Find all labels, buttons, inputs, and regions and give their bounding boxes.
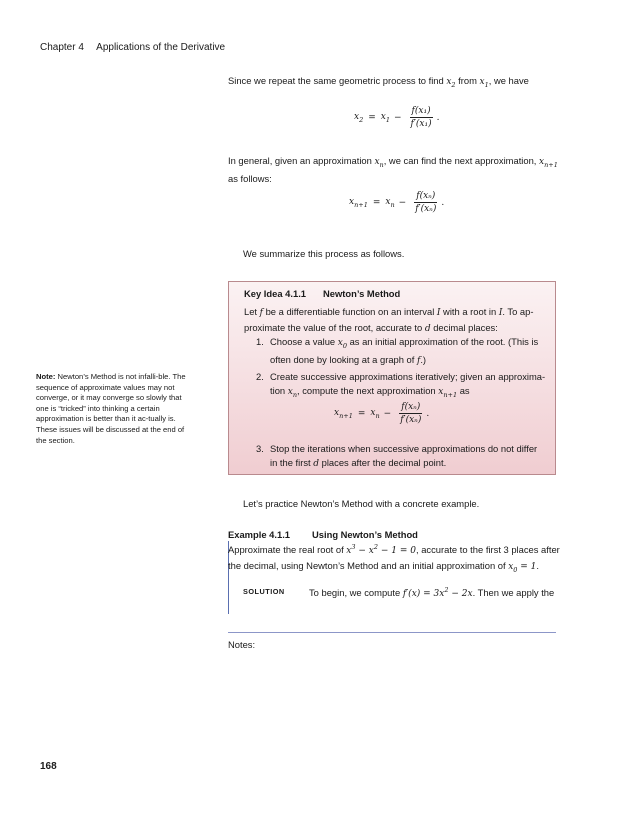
step-number-1: 1. bbox=[256, 336, 264, 347]
step-1: Choose a value $x_0$ as an initial approximation of the root. (This is often done by looking at a graph of f.) bbox=[270, 336, 539, 367]
example-label: Example 4.1.1 bbox=[228, 529, 291, 540]
step-3: Stop the iterations when successive approximations do not differ in the first d places after the decimal point. bbox=[270, 443, 538, 469]
key-idea-label: Key Idea 4.1.1 bbox=[244, 288, 307, 299]
running-header bbox=[40, 42, 225, 53]
key-idea-intro: Let f be a differentiable function on an interval I with a root in I. To ap- proximate the value of the root, accurate to d decimal places: bbox=[244, 306, 534, 334]
margin-note-text: Newton’s Method is not infalli-ble. The sequence of approximate values may not converge, or it may converge so slowly that one is “tricked” into thinking a certain approximation is better than it ac-tually is. These issues will be discussed at the end of the section. bbox=[36, 372, 186, 445]
practice-text: Let’s practice Newton’s Method with a concrete example. bbox=[243, 498, 480, 509]
solution-text: To begin, we compute $f'(x) = 3x^2 - 2x$. Then we apply the bbox=[309, 586, 555, 599]
equation-xn1: $x_{n+1}$ = $x_n$ − $\frac{\text{f(xₙ)}}{\text{f′(xₙ)}}$ . bbox=[349, 191, 445, 214]
step-2: Create successive approximations iteratively; given an approxima- tion $x_n$, compute the next approximation $x_{n+1}$ as bbox=[270, 371, 546, 399]
chapter-title: Applications of the Derivative bbox=[96, 42, 226, 53]
margin-note bbox=[36, 372, 194, 446]
key-idea-title: Newton’s Method bbox=[323, 288, 401, 299]
summary-text: We summarize this process as follows. bbox=[243, 248, 405, 259]
equation-x2: $x_2$ = $x_1$ − $\frac{\text{f(x₁)}}{\text{f′(x₁)}}$ . bbox=[354, 106, 440, 129]
notes-divider bbox=[228, 632, 556, 633]
margin-note-label: Note: bbox=[36, 372, 56, 381]
step-number-2: 2. bbox=[256, 371, 264, 382]
step-2-equation: $x_{n+1}$ = $x_n$ − $\frac{\text{f(xₙ)}}{\text{f′(xₙ)}}$ . bbox=[334, 402, 430, 425]
step-number-3: 3. bbox=[256, 443, 264, 454]
solution-label: SOLUTION bbox=[243, 587, 285, 596]
intro-paragraph: Since we repeat the same geometric process to find $x_2$ from $x_1$, we have bbox=[228, 75, 529, 89]
example-statement: Approximate the real root of $x^3 - x^2 - 1 = 0$, accurate to the first 3 places after the decimal, using Newton’s Method and an initial approximation of $x_0 = 1$. bbox=[228, 543, 560, 574]
general-paragraph: In general, given an approximation $x_n$, we can find the next approximation, $x_{n+1}$ as follows: bbox=[228, 155, 558, 185]
page-number: 168 bbox=[40, 761, 57, 772]
example-title: Using Newton’s Method bbox=[312, 529, 418, 540]
chapter-number: Chapter 4 bbox=[40, 42, 84, 53]
notes-label: Notes: bbox=[228, 639, 256, 650]
